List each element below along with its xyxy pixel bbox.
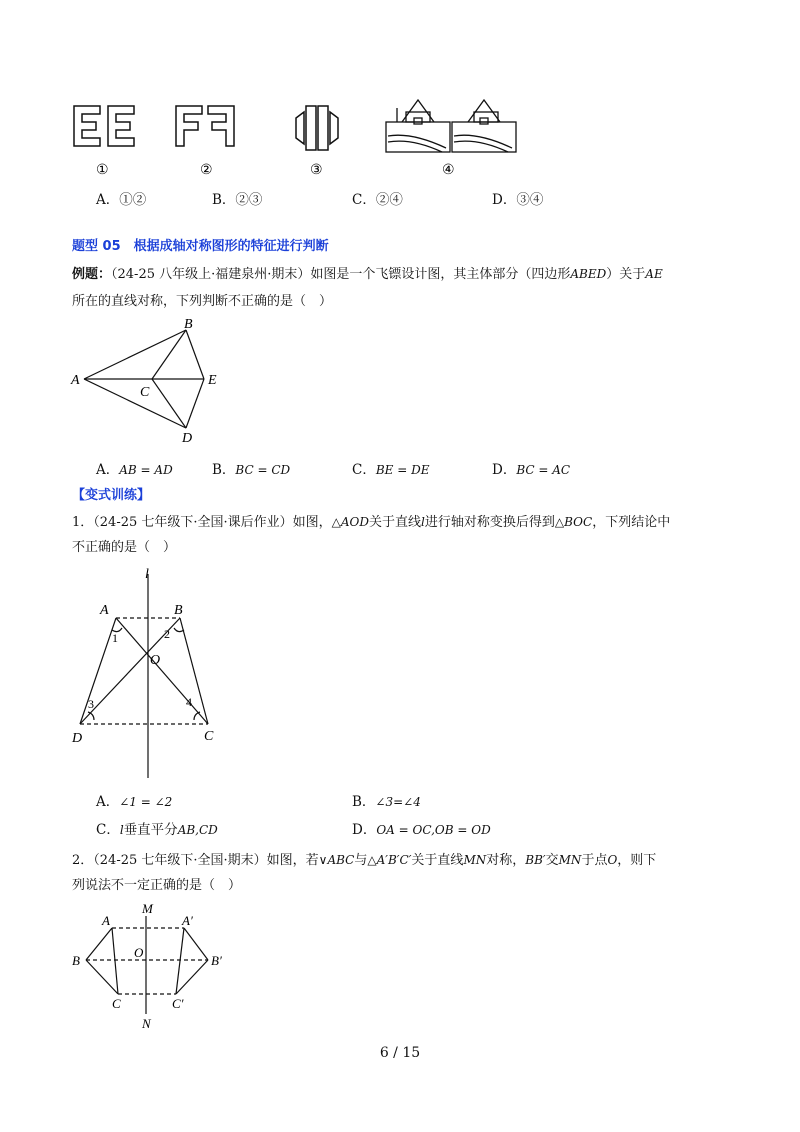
q1-option-c: C．l垂直平分AB,CD <box>96 822 218 838</box>
shape-speakers <box>296 106 338 150</box>
q2-line-1: 2．（24-25 七年级下·全国·期末）如图，若∨ABC与△A′B′C′关于直线MN对称，BB′交MN于点O，则下 <box>72 853 657 868</box>
q2-pt-A-prime: A′ <box>182 913 193 928</box>
shape-houses <box>386 100 516 152</box>
example-figure <box>66 316 236 448</box>
q1-option-a: A．∠1 = ∠2 <box>96 794 173 810</box>
prev-option-b: B．②③ <box>212 192 263 208</box>
q2-pt-O: O <box>134 945 144 960</box>
example-text-1a: （24-25 八年级上·福建泉州·期末）如图是一个飞镖设计图，其主体部分（四边形 <box>111 267 571 282</box>
example-option-b: B．BC = CD <box>212 462 291 478</box>
q2-tri-abc-prime: △A′B′C′ <box>367 853 412 867</box>
example-line-1 <box>72 264 663 285</box>
q2-pt-B-prime: B′ <box>211 953 222 968</box>
shape-ff <box>176 106 234 146</box>
top-figure-label-1: ① <box>96 163 109 178</box>
q1-figure <box>68 562 228 784</box>
example-pt-B: B <box>184 317 193 332</box>
prev-option-a: A．①② <box>96 192 147 208</box>
q1-angle-4: 4 <box>186 695 192 709</box>
prev-option-d: D．③④ <box>492 192 544 208</box>
example-option-a: A．AB = AD <box>96 462 173 478</box>
q1-line-l: l <box>421 515 425 529</box>
q2-label-N: N <box>142 1016 151 1031</box>
q2-pt-C: C <box>112 996 121 1011</box>
q1-pt-C: C <box>204 729 214 744</box>
q1-pt-O: O <box>150 653 161 668</box>
example-pt-C: C <box>140 385 150 400</box>
q2-figure <box>68 900 238 1034</box>
shape-ee <box>74 106 134 146</box>
top-figure-label-2: ② <box>200 163 213 178</box>
practice-title: 【变式训练】 <box>72 488 151 503</box>
q2-pt-C-prime: C′ <box>172 996 184 1011</box>
q1-tri-aod: △AOD <box>331 515 370 529</box>
top-figure-label-3: ③ <box>310 163 323 178</box>
example-text-1b: ）关于 <box>606 267 646 282</box>
q1-angle-1: 1 <box>112 631 118 645</box>
q2-line-2: 列说法不一定正确的是（ ） <box>72 878 242 893</box>
q2-tri-abc: ∨ABC <box>318 853 355 867</box>
q1-pt-D: D <box>72 731 83 746</box>
q1-angle-3: 3 <box>88 697 94 711</box>
example-pt-D: D <box>182 431 193 446</box>
example-option-d: D．BC = AC <box>492 462 571 478</box>
page-number: 6 / 15 <box>379 1045 421 1061</box>
q2-label-M: M <box>142 901 153 916</box>
q1-pt-A: A <box>100 603 109 618</box>
example-line-2: 所在的直线对称，下列判断不正确的是（ ） <box>72 294 333 309</box>
example-axis: AE <box>645 267 663 281</box>
mirror-triangles-figure <box>68 900 238 1034</box>
q2-pt-B: B <box>72 953 80 968</box>
q1-option-b: B．∠3=∠4 <box>352 794 421 810</box>
example-label: 例题： <box>72 267 112 282</box>
top-figure <box>66 92 526 182</box>
dart-figure <box>66 316 236 448</box>
q1-line-2: 不正确的是（ ） <box>72 540 177 555</box>
q1-tri-boc: △BOC <box>554 515 593 529</box>
example-pt-A: A <box>71 373 80 388</box>
example-pt-E: E <box>208 373 217 388</box>
symmetry-shapes-figure <box>66 92 526 182</box>
q1-label-l: l <box>145 567 149 582</box>
trapezoid-figure <box>68 562 228 784</box>
q1-pt-B: B <box>174 603 183 618</box>
q1-line-1: 1．（24-25 七年级下·全国·课后作业）如图，△AOD关于直线l进行轴对称变换后得到△BOC，下列结论中 <box>72 515 671 530</box>
section-title: 题型 05 根据成轴对称图形的特征进行判断 <box>72 239 329 254</box>
q1-angle-2: 2 <box>164 627 170 641</box>
example-option-c: C．BE = DE <box>352 462 430 478</box>
q2-pt-A: A <box>102 913 110 928</box>
top-figure-label-4: ④ <box>442 163 455 178</box>
example-quad: ABED <box>570 267 607 281</box>
prev-option-c: C．②④ <box>352 192 403 208</box>
q1-option-d: D．OA = OC,OB = OD <box>352 822 491 838</box>
